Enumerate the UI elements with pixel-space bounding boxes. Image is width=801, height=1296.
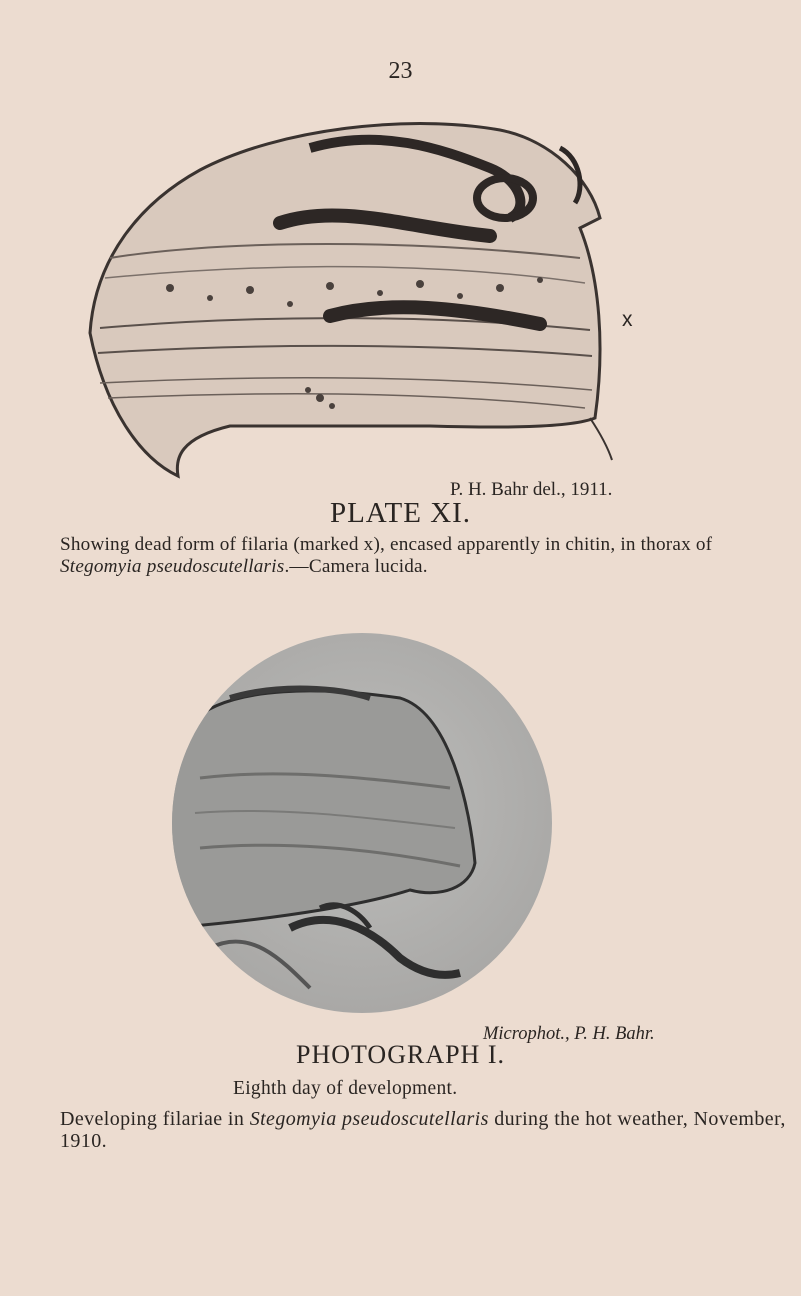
photograph-caption-pre: Developing filariae in: [60, 1108, 250, 1130]
photograph-title: PHOTOGRAPH I.: [296, 1040, 505, 1069]
plate-marker-x: x: [622, 308, 633, 331]
photograph-subtitle: Eighth day of development.: [233, 1078, 458, 1099]
photograph-caption-post: during the hot weather, November, 1910.: [60, 1108, 786, 1152]
photograph-caption: [60, 1108, 790, 1152]
plate-caption: [60, 534, 790, 578]
plate-title: PLATE XI.: [329, 497, 472, 529]
photograph-credit: Microphot., P. H. Bahr.: [483, 1024, 655, 1044]
page-number: 23: [388, 58, 413, 84]
plate-drawing: [80, 108, 640, 480]
plate-caption-post: .—Camera lucida.: [284, 556, 428, 577]
photomicrograph: [170, 628, 555, 1018]
plate-caption-pre: Showing dead form of filaria (marked x), encased apparently in chitin, in thorax of: [60, 534, 713, 555]
photograph-caption-species: Stegomyia pseudoscutellaris: [249, 1108, 489, 1130]
plate-caption-species: Stegomyia pseudoscutellaris: [60, 556, 285, 577]
plate-credit: P. H. Bahr del., 1911.: [450, 479, 613, 500]
